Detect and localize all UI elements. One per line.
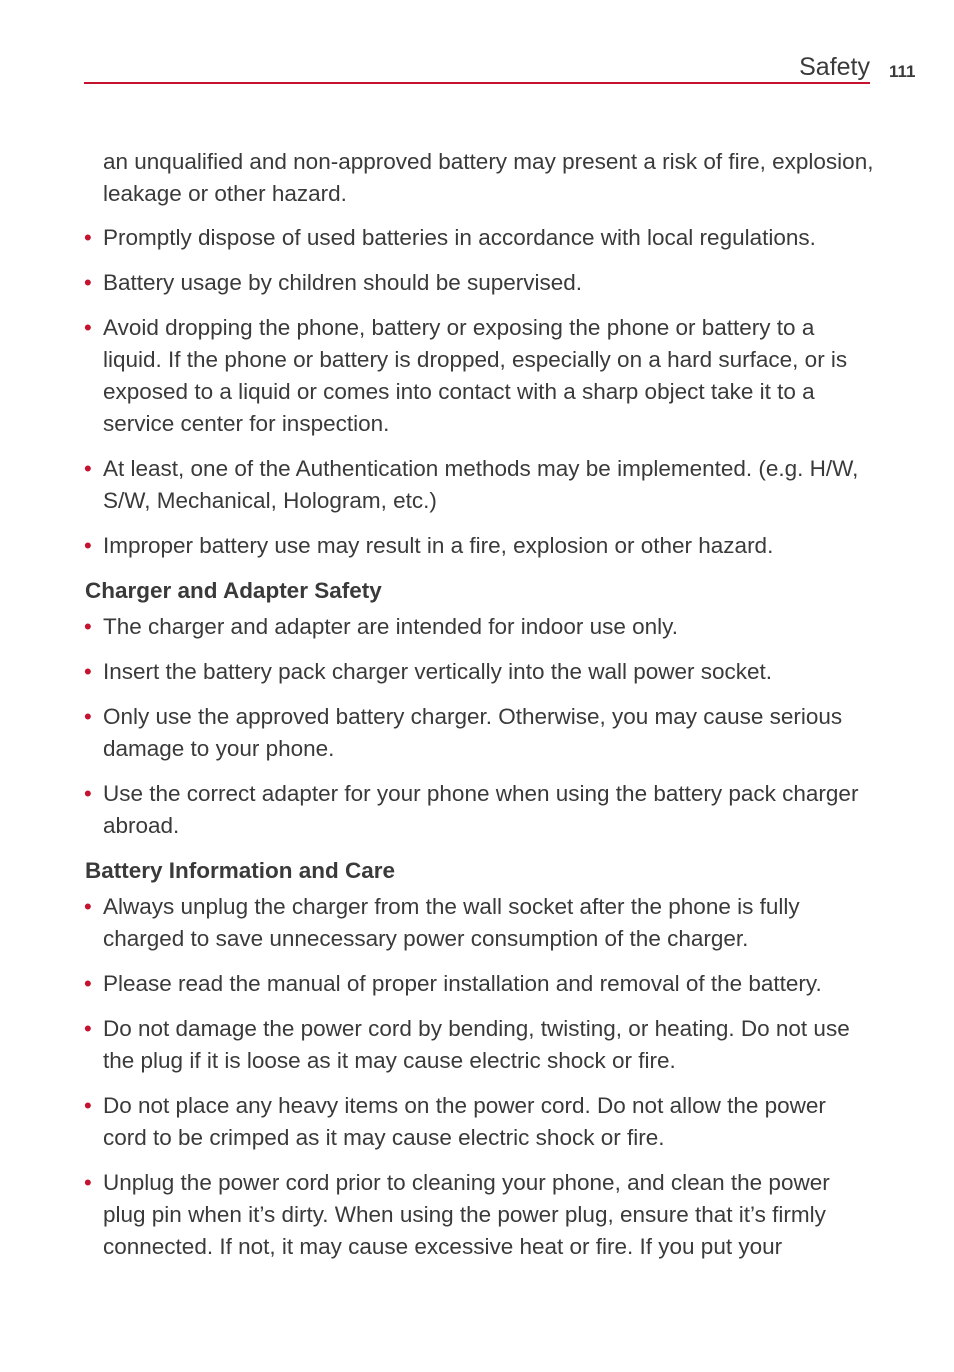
- list-item-text: Please read the manual of proper installation and removal of the battery.: [103, 971, 822, 996]
- bullet-icon: •: [84, 456, 92, 481]
- page-content: [84, 146, 874, 1276]
- battery-info-section-heading: Battery Information and Care: [85, 858, 396, 883]
- list-item: [84, 453, 874, 517]
- list-item: [84, 267, 874, 299]
- list-item: [84, 701, 874, 765]
- bullet-icon: •: [84, 781, 92, 806]
- list-item: [84, 530, 874, 562]
- bullet-icon: •: [84, 1170, 92, 1195]
- list-item-text: Do not place any heavy items on the power cord. Do not allow the power cord to be crimped as it may cause electric shock or fire.: [103, 1093, 826, 1150]
- list-item-text: Avoid dropping the phone, battery or exposing the phone or battery to a liquid. If the phone or battery is dropped, especially on a hard surface, or is exposed to a liquid or comes into contact with a sharp object take it to a service center for inspection.: [103, 315, 848, 436]
- charger-section-heading: Charger and Adapter Safety: [85, 578, 382, 603]
- page-header: [84, 50, 870, 84]
- bullet-icon: •: [84, 971, 92, 996]
- bullet-icon: •: [84, 315, 92, 340]
- bullet-icon: •: [84, 894, 92, 919]
- list-item: [84, 778, 874, 842]
- bullet-icon: •: [84, 1093, 92, 1118]
- list-item: [84, 611, 874, 643]
- list-item-text: Unplug the power cord prior to cleaning your phone, and clean the power plug pin when it’s dirty. When using the power plug, ensure that it’s firmly connected. If not, it may cause excessive heat or fire. If you put your: [103, 1170, 830, 1259]
- page-number: 111: [889, 62, 916, 81]
- battery-bullet-list: [84, 222, 874, 562]
- bullet-icon: •: [84, 614, 92, 639]
- battery-info-bullet-list: [84, 891, 874, 1263]
- charger-bullet-list: [84, 611, 874, 842]
- list-item: [84, 312, 874, 440]
- list-item-text: Insert the battery pack charger vertically into the wall power socket.: [103, 659, 773, 684]
- list-item-text: The charger and adapter are intended for indoor use only.: [103, 614, 678, 639]
- section-title: Safety: [799, 53, 870, 81]
- bullet-icon: •: [84, 704, 92, 729]
- list-item: [84, 891, 874, 955]
- list-item: [84, 1090, 874, 1154]
- list-item-text: Improper battery use may result in a fire, explosion or other hazard.: [103, 533, 774, 558]
- list-item-text: At least, one of the Authentication methods may be implemented. (e.g. H/W, S/W, Mechanical, Hologram, etc.): [103, 456, 859, 513]
- list-item-text: Do not damage the power cord by bending, twisting, or heating. Do not use the plug if it is loose as it may cause electric shock or fire.: [103, 1016, 850, 1073]
- list-item-text: Battery usage by children should be supervised.: [103, 270, 583, 295]
- continuation-paragraph: an unqualified and non-approved battery may present a risk of fire, explosion, leakage or other hazard.: [103, 149, 874, 206]
- list-item: [84, 1013, 874, 1077]
- bullet-icon: •: [84, 270, 92, 295]
- bullet-icon: •: [84, 225, 92, 250]
- bullet-icon: •: [84, 533, 92, 558]
- list-item: [84, 656, 874, 688]
- list-item-text: Only use the approved battery charger. Otherwise, you may cause serious damage to your phone.: [103, 704, 843, 761]
- bullet-icon: •: [84, 1016, 92, 1041]
- list-item: [84, 222, 874, 254]
- list-item-text: Promptly dispose of used batteries in accordance with local regulations.: [103, 225, 816, 250]
- list-item: [84, 968, 874, 1000]
- list-item: [84, 1167, 874, 1263]
- list-item-text: Always unplug the charger from the wall socket after the phone is fully charged to save unnecessary power consumption of the charger.: [103, 894, 800, 951]
- bullet-icon: •: [84, 659, 92, 684]
- list-item-text: Use the correct adapter for your phone when using the battery pack charger abroad.: [103, 781, 859, 838]
